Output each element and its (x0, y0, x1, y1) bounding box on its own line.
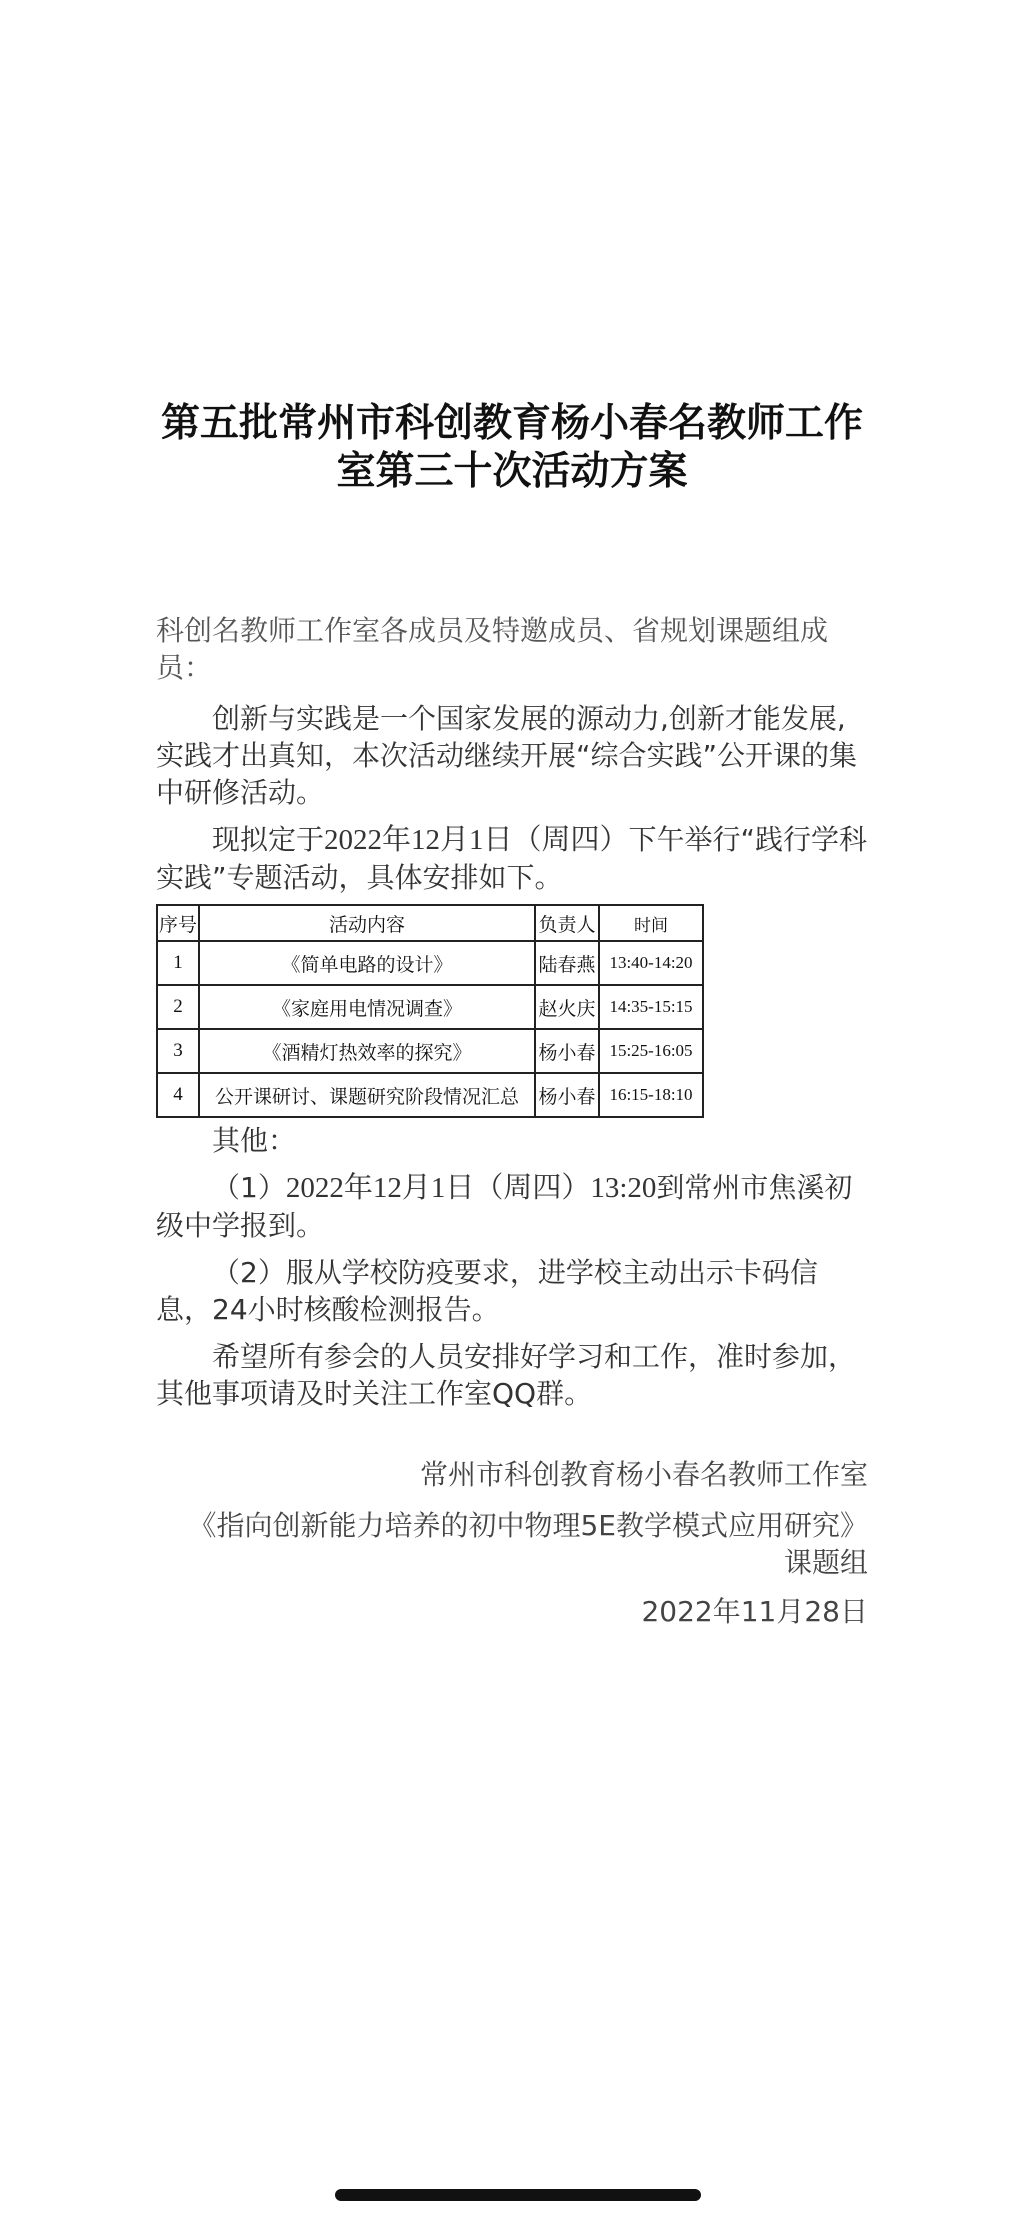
header-owner: 负责人 (535, 905, 599, 941)
other-item-1 (156, 1169, 868, 1244)
schedule-intro-suffix: 下午举行“践行学科实践”专题活动，具体安排如下。 (156, 823, 868, 894)
row-content: 《家庭用电情况调查》 (199, 985, 535, 1029)
row-content: 公开课研讨、课题研究阶段情况汇总 (199, 1073, 535, 1117)
row-time: 16:15-18:10 (599, 1073, 703, 1117)
schedule-table (156, 904, 704, 1118)
signature-group: 《指向创新能力培养的初中物理5E教学模式应用研究》课题组 (188, 1509, 868, 1579)
table-row (157, 1073, 703, 1117)
header-no: 序号 (157, 905, 199, 941)
other-item-2: （2）服从学校防疫要求，进学校主动出示卡码信息，24小时核酸检测报告。 (156, 1256, 818, 1326)
row-owner: 赵火庆 (535, 985, 599, 1029)
table-row (157, 1029, 703, 1073)
row-no: 1 (157, 941, 199, 985)
salutation: 科创名教师工作室各成员及特邀成员、省规划课题组成员： (156, 614, 829, 684)
header-time: 时间 (599, 905, 703, 941)
other-label: 其他： (212, 1124, 297, 1157)
schedule-intro-paragraph (156, 821, 868, 896)
row-no: 4 (157, 1073, 199, 1117)
closing-paragraph: 希望所有参会的人员安排好学习和工作，准时参加，其他事项请及时关注工作室QQ群。 (156, 1340, 857, 1410)
row-no: 3 (157, 1029, 199, 1073)
schedule-intro-prefix: 现拟定于 (212, 823, 325, 856)
document-title: 第五批常州市科创教育杨小春名教师工作室第三十次活动方案 (160, 401, 863, 494)
table-row (157, 985, 703, 1029)
other-item-1-suffix: 到常州市焦溪初级中学报到。 (156, 1171, 853, 1242)
row-time: 14:35-15:15 (599, 985, 703, 1029)
row-time: 15:25-16:05 (599, 1029, 703, 1073)
row-owner: 杨小春 (535, 1029, 599, 1073)
table-row (157, 941, 703, 985)
row-owner: 陆春燕 (535, 941, 599, 985)
row-owner: 杨小春 (535, 1073, 599, 1117)
row-content: 《酒精灯热效率的探究》 (199, 1029, 535, 1073)
row-time: 13:40-14:20 (599, 941, 703, 985)
other-item-1-prefix: （1） (212, 1171, 286, 1204)
schedule-intro-date: 2022年12月1日（周四） (324, 824, 629, 856)
header-content: 活动内容 (199, 905, 535, 941)
signature-organization: 常州市科创教育杨小春名教师工作室 (419, 1458, 868, 1491)
schedule-header-row (157, 905, 703, 941)
intro-paragraph: 创新与实践是一个国家发展的源动力,创新才能发展,实践才出真知，本次活动继续开展“综合实践”公开课的集中研修活动。 (156, 702, 858, 809)
row-content: 《简单电路的设计》 (199, 941, 535, 985)
row-no: 2 (157, 985, 199, 1029)
other-item-1-time: 2022年12月1日（周四）13:20 (285, 1172, 657, 1204)
home-indicator[interactable] (335, 2189, 701, 2201)
document-body (156, 400, 868, 1630)
signature-date: 2022年11月28日 (641, 1595, 868, 1628)
